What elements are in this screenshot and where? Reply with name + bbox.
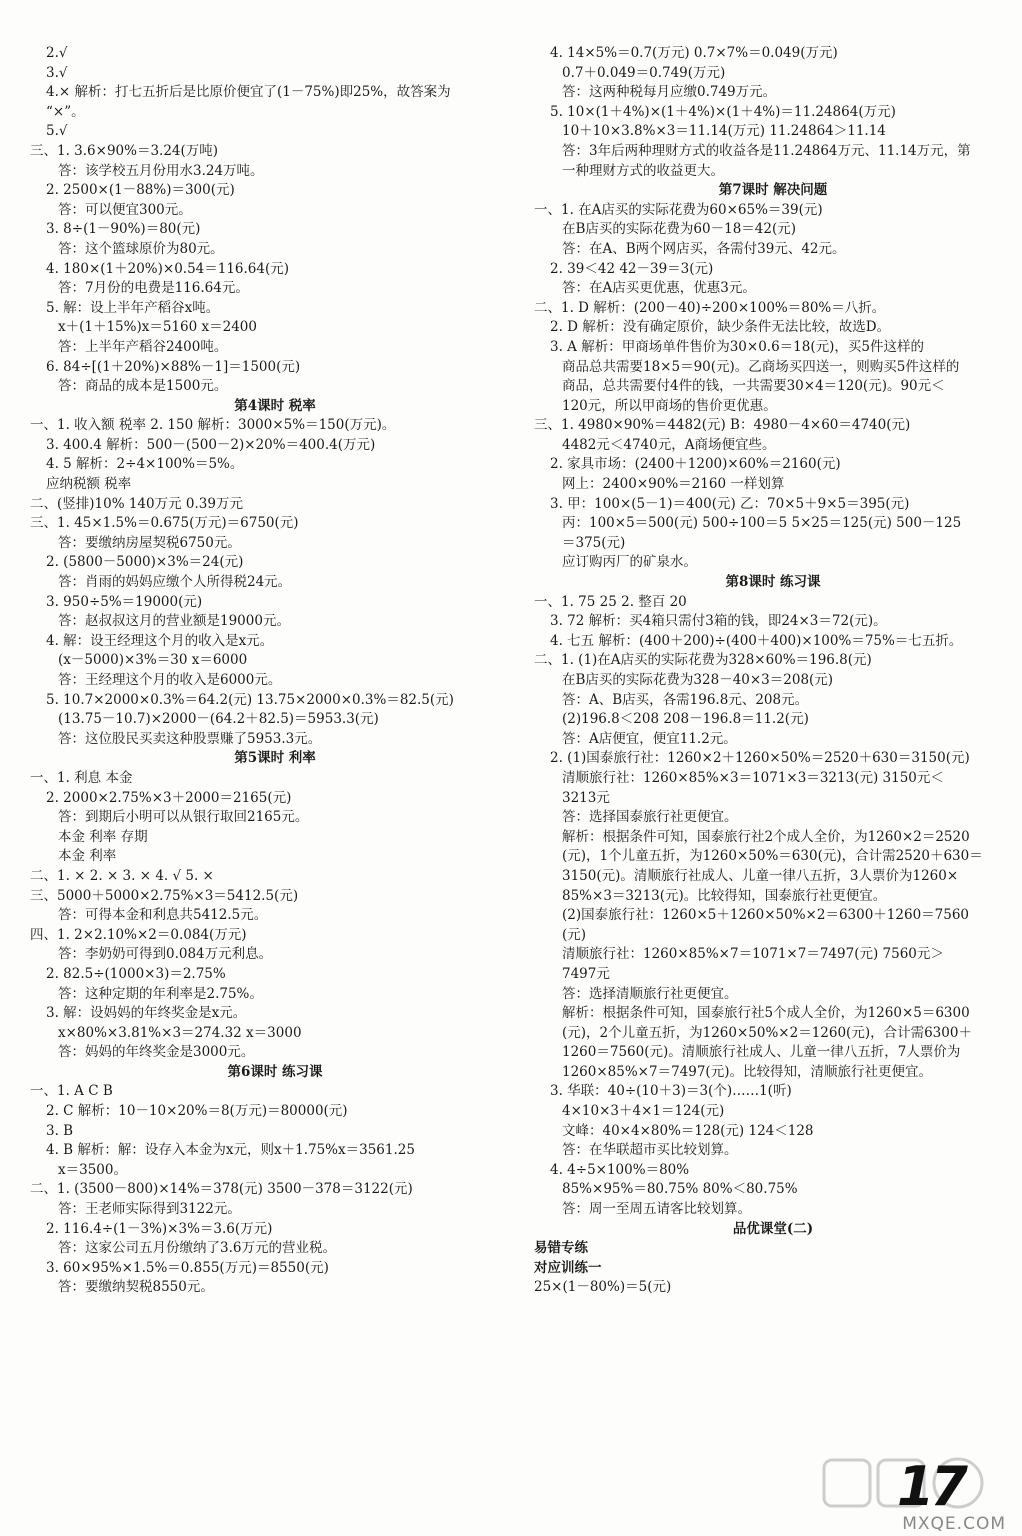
answer-line: 3. 950÷5%＝19000(元)	[46, 593, 203, 610]
answer-line: 3. A 解析：甲商场单件售价为30×0.6＝18(元)，买5件这样的	[550, 338, 924, 355]
answer-line: x＝3500。	[58, 1161, 127, 1178]
answer-line: 4. 七五 解析：(400＋200)÷(400＋400)×100%＝75%＝七五折。	[550, 632, 963, 649]
answer-line: 答：要缴纳契税8550元。	[58, 1279, 214, 1296]
answer-line: 商品，总共需要付4件的钱，一共需要30×4＝120(元)。90元＜	[562, 378, 945, 395]
answer-line: 5. 10.7×2000×0.3%＝64.2(元) 13.75×2000×0.3%＝82.5(元)	[46, 691, 454, 708]
answer-line: 网上：2400×90%＝2160 一样划算	[562, 476, 785, 493]
answer-line: (2)国泰旅行社：1260×5＋1260×50%×2＝6300＋1260＝7560	[562, 907, 970, 924]
answer-line: 答：这种定期的年利率是2.75%。	[58, 985, 263, 1002]
answer-line: 3. 400.4 解析：500－(500－2)×20%＝400.4(万元)	[46, 436, 376, 453]
section-heading: 第5课时 利率	[234, 750, 316, 767]
answer-line: 答：妈妈的年终奖金是3000元。	[58, 1044, 255, 1061]
answer-line: 5. 解：设上半年产稻谷x吨。	[46, 299, 220, 316]
answer-line: 4. B 解析：解：设存入本金为x元，则x＋1.75%x＝3561.25	[46, 1142, 415, 1159]
answer-line: (x－5000)×3%＝30 x＝6000	[58, 652, 248, 669]
answer-line: 3. B	[46, 1122, 74, 1139]
answer-line: 5.√	[46, 123, 68, 140]
answer-line: 三、1. 45×1.5%＝0.675(万元)＝6750(元)	[30, 515, 299, 532]
answer-line: 4.× 解析：打七五折后是比原价便宜了(1－75%)即25%，故答案为	[46, 84, 451, 101]
answer-line: 清顺旅行社：1260×85%×3＝1071×3＝3213(元) 3150元＜	[562, 769, 944, 786]
answer-line: 三、1. 4980×90%＝4482(元) B：4980－4×60＝4740(元)	[534, 417, 911, 434]
section-heading: 第4课时 税率	[234, 397, 316, 414]
answer-line: 答：该学校五月份用水3.24万吨。	[58, 162, 264, 179]
section-heading: 第7课时 解决问题	[718, 182, 828, 199]
answer-line: 4482元＜4740元，A商场便宜些。	[562, 436, 776, 453]
watermark-site-text: MXQE.COM	[902, 1514, 1006, 1534]
answer-line: 解析：根据条件可知，国泰旅行社2个成人全价，为1260×2＝2520	[562, 828, 970, 845]
answer-line: 答：3年后两种理财方式的收益各是11.24864万元、11.14万元，第	[562, 142, 971, 159]
answer-line: 3. 72 解析：买4箱只需付3箱的钱，即24×3＝72(元)。	[550, 613, 887, 630]
answer-line: 答：在A店买更优惠，优惠3元。	[562, 280, 756, 297]
answer-line: 答：这个篮球原价为80元。	[58, 240, 224, 257]
answer-line: 答：在华联超市买比较划算。	[562, 1142, 738, 1159]
answer-line: 二、1. (3500－800)×14%＝378(元) 3500－378＝3122(元)	[30, 1181, 413, 1198]
answer-line: x＋(1＋15%)x＝5160 x＝2400	[58, 319, 257, 336]
answer-line: (13.75－10.7)×2000－(64.2＋82.5)＝5953.3(元)	[58, 711, 379, 728]
answer-line: 解析：根据条件可知，国泰旅行社5个成人全价，为1260×5＝6300	[562, 1005, 970, 1022]
answer-line: 答：周一至周五请客比较划算。	[562, 1201, 751, 1218]
answer-line: 答：李奶奶可得到0.084万元利息。	[58, 946, 273, 963]
answer-line: 4. 解：设王经理这个月的收入是x元。	[46, 632, 274, 649]
answer-line: 2. (1)国泰旅行社：1260×2＋1260×50%＝2520＋630＝3150(元)	[550, 750, 970, 767]
answer-line: 答：选择国泰旅行社更便宜。	[562, 809, 738, 826]
answer-line: 文峰：40×4×80%＝128(元) 124＜128	[562, 1122, 814, 1139]
answer-line: 3. 8÷(1－90%)＝80(元)	[46, 221, 201, 238]
answer-line: 85%×95%＝80.75% 80%＜80.75%	[562, 1181, 798, 1198]
answer-line: 3. 甲：100×(5－1)＝400(元) 乙：70×5＋9×5＝395(元)	[550, 495, 910, 512]
answer-line: 答：7月份的电费是116.64元。	[58, 280, 249, 297]
answer-line: 4. 4÷5×100%＝80%	[550, 1161, 690, 1178]
answer-line: 商品总共需要18×5＝90(元)。乙商场买四送一，则购买5件这样的	[562, 358, 960, 375]
page-number: 17	[896, 1455, 964, 1518]
answer-line: 答：王老师实际得到3122元。	[58, 1201, 241, 1218]
answer-line: 1260＝7560(元)。清顺旅行社成人、儿童一律八五折，7人票价为	[562, 1044, 961, 1061]
answer-line: 一、1. 75 25 2. 整百 20	[534, 593, 687, 610]
answer-line: 清顺旅行社：1260×85%×7＝1071×7＝7497(元) 7560元＞	[562, 946, 944, 963]
answer-line: 答：这家公司五月份缴纳了3.6万元的营业税。	[58, 1240, 336, 1257]
answer-line: 2. 2500×(1－88%)＝300(元)	[46, 182, 235, 199]
answer-line: 丙：100×5＝500(元) 500÷100＝5 5×25＝125(元) 500－125	[562, 515, 962, 532]
answer-line: 答：王经理这个月的收入是6000元。	[58, 672, 282, 688]
section-heading: 品优课堂(二)	[732, 1220, 814, 1237]
answer-line: 答：肖雨的妈妈应缴个人所得税24元。	[58, 574, 292, 591]
answer-line: 3. 华联：40÷(10＋3)＝3(个)……1(听)	[550, 1083, 792, 1100]
answer-line: 二、1. × 2. × 3. × 4. √ 5. ×	[30, 867, 214, 884]
answer-line: 应纳税额 税率	[46, 476, 132, 493]
answer-line: 答：上半年产稻谷2400吨。	[58, 338, 228, 355]
left-answer-column	[30, 44, 520, 1298]
answer-line: 二、(竖排)10% 140万元 0.39万元	[30, 495, 243, 512]
answer-line: “×”。	[46, 103, 85, 120]
answer-line: 答：可以便宜300元。	[58, 201, 192, 218]
answer-line: 0.7＋0.049＝0.749(万元)	[562, 64, 726, 81]
answer-line: 3.√	[46, 64, 68, 81]
section-heading: 第8课时 练习课	[725, 574, 821, 591]
answer-line: 在B店买的实际花费为60－18＝42(元)	[562, 221, 796, 238]
answer-line: 答：商品的成本是1500元。	[58, 378, 228, 395]
answer-line: 对应训练一	[534, 1259, 602, 1276]
answer-line: 答：赵叔叔这月的营业额是19000元。	[58, 613, 290, 630]
answer-line: 三、1. 3.6×90%＝3.24(万吨)	[30, 142, 219, 159]
answer-line: 一种理财方式的收益更大。	[562, 162, 724, 179]
answer-line: 答：这两种税每月应缴0.749万元。	[562, 84, 777, 101]
answer-line: 2. C 解析：10－10×20%＝8(万元)＝80000(元)	[46, 1103, 348, 1120]
answer-line: 10＋10×3.8%×3＝11.14(万元) 11.24864＞11.14	[562, 123, 886, 140]
answer-line: 一、1. A C B	[30, 1083, 113, 1100]
answer-line: 3213元	[562, 789, 610, 806]
answer-line: 易错专练	[534, 1240, 588, 1257]
answer-line: 3150(元)。清顺旅行社成人、儿童一律八五折，3人票价为1260×	[562, 867, 959, 884]
answer-line: 2. 2000×2.75%×3＋2000＝2165(元)	[46, 789, 292, 806]
answer-line: 一、1. 利息 本金	[30, 769, 133, 786]
answer-line: 应订购丙厂的矿泉水。	[562, 554, 697, 571]
answer-line: 四、1. 2×2.10%×2＝0.084(万元)	[30, 926, 247, 943]
answer-line: 1260×85%×7＝7497(元)。比较得知，清顺旅行社更便宜。	[562, 1063, 932, 1080]
answer-line: 三、5000＋5000×2.75%×3＝5412.5(元)	[30, 887, 299, 904]
answer-line: 一、1. 在A店买的实际花费为60×65%＝39(元)	[534, 201, 823, 218]
answer-line: 85%×3＝3213(元)。比较得知，国泰旅行社更便宜。	[562, 887, 887, 904]
answer-line: (2)196.8＜208 208－196.8＝11.2(元)	[562, 711, 809, 728]
answer-line: 答：这位股民买卖这种股票赚了5953.3元。	[58, 730, 322, 747]
answer-line: 答：在A、B两个网店买，各需付39元、42元。	[562, 240, 846, 257]
answer-line: 4. 5 解析：2÷4×100%＝5%。	[46, 456, 244, 473]
answer-line: 4. 180×(1＋20%)×0.54＝116.64(元)	[46, 260, 290, 277]
answer-line: (元)，2个儿童五折，为1260×50%×2＝1260(元)，合计需6300＋	[562, 1024, 972, 1041]
answer-line: 4×10×3＋4×1＝124(元)	[562, 1103, 725, 1120]
answer-line: 本金 利率 存期	[58, 828, 148, 845]
answer-line: 二、1. (1)在A店买的实际花费为328×60%＝196.8(元)	[534, 652, 872, 669]
right-answer-column	[534, 44, 1012, 1298]
answer-line: 2. (5800－5000)×3%＝24(元)	[46, 554, 244, 571]
answer-line: 7497元	[562, 965, 610, 982]
answer-line: 答：要缴纳房屋契税6750元。	[58, 534, 241, 551]
answer-line: 25×(1－80%)＝5(元)	[534, 1279, 672, 1296]
answer-line: ＝375(元)	[562, 534, 626, 551]
answer-line: 2. D 解析：没有确定原价，缺少条件无法比较，故选D。	[550, 319, 891, 336]
answer-line: 2. 116.4÷(1－3%)×3%＝3.6(万元)	[46, 1220, 273, 1237]
answer-line: 二、1. D 解析：(200－40)÷200×100%＝80%＝八折。	[534, 299, 886, 316]
answer-line: 一、1. 收入额 税率 2. 150 解析：3000×5%＝150(万元)。	[30, 417, 396, 434]
section-heading: 第6课时 练习课	[227, 1063, 323, 1080]
answer-line: 2. 家具市场：(2400＋1200)×60%＝2160(元)	[550, 456, 841, 473]
answer-line: 5. 10×(1＋4%)×(1＋4%)×(1＋4%)＝11.24864(万元)	[550, 103, 896, 120]
answer-line: 2.√	[46, 45, 68, 61]
answer-line: (元)，1个儿童五折，为1260×50%＝630(元)，合计需2520＋630＝	[562, 848, 983, 865]
answer-line: 3. 60×95%×1.5%＝0.855(万元)＝8550(元)	[46, 1259, 329, 1276]
answer-line: x×80%×3.81%×3＝274.32 x＝3000	[58, 1024, 302, 1041]
answer-line: 在B店买的实际花费为328－40×3＝208(元)	[562, 672, 834, 688]
answer-line: 答：A、B店买，各需196.8元、208元。	[562, 691, 809, 708]
answer-line: 2. 39＜42 42－39＝3(元)	[550, 260, 714, 277]
answer-line: 答：选择清顺旅行社更便宜。	[562, 985, 738, 1002]
answer-line: 答：A店便宜，便宜11.2元。	[562, 730, 737, 747]
answer-line: 3. 解：设妈妈的年终奖金是x元。	[46, 1005, 247, 1022]
answer-line: 6. 84÷[(1＋20%)×88%－1]＝1500(元)	[46, 358, 301, 375]
answer-line: 4. 14×5%＝0.7(万元) 0.7×7%＝0.049(万元)	[550, 45, 838, 61]
answer-line: 2. 82.5÷(1000×3)＝2.75%	[46, 965, 226, 982]
answer-line: 120元，所以甲商场的售价更优惠。	[562, 397, 777, 414]
answer-line: 答：可得本金和利息共5412.5元。	[58, 907, 268, 924]
answer-line: (元)	[562, 926, 587, 943]
answer-line: 答：到期后小明可以从银行取回2165元。	[58, 809, 309, 826]
answer-line: 本金 利率	[58, 848, 117, 865]
